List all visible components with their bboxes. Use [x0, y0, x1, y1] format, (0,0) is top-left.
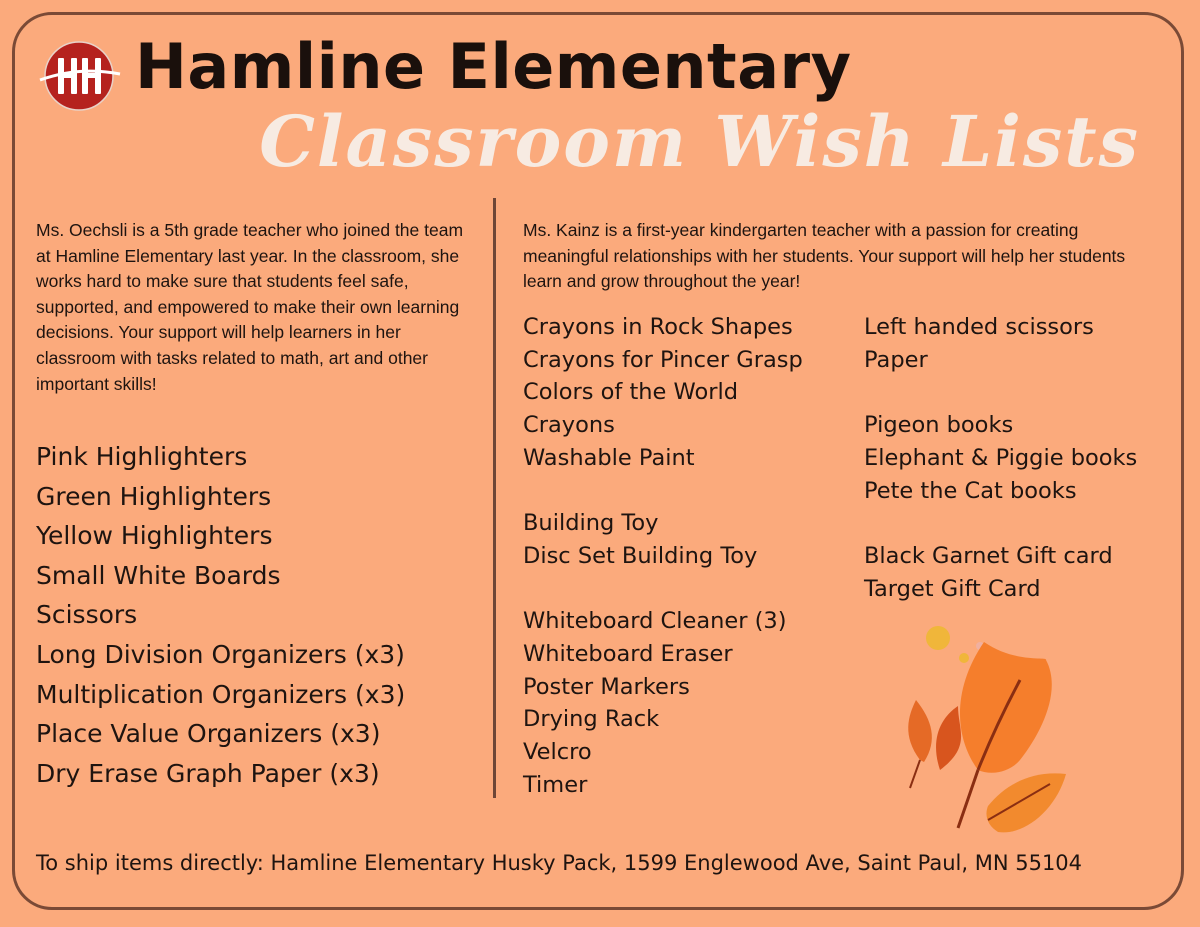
teacher-oechsli-intro: Ms. Oechsli is a 5th grade teacher who joined the team at Hamline Elementary last year. In the classroom, she works hard to make sure that students feel safe, supported, and empowered to make their own learning decisions. Your support will help learners in her classroom with tasks related to math, art and other important skills!: [36, 220, 464, 394]
list-item: Crayons in Rock Shapes: [523, 314, 793, 340]
list-item: Whiteboard Cleaner (3): [523, 608, 787, 635]
list-spacer: [523, 573, 803, 606]
shipping-address: To ship items directly: Hamline Elementary Husky Pack, 1599 Englewood Ave, Saint Paul, MN 55104: [36, 851, 1083, 875]
list-item: Poster Markers: [523, 673, 690, 700]
list-spacer: [523, 475, 803, 508]
list-item: Multiplication Organizers (x3): [36, 679, 406, 709]
list-spacer: [864, 507, 1137, 540]
list-item: Black Garnet Gift card: [864, 542, 1113, 569]
list-spacer: [864, 376, 1137, 409]
list-item: Disc Set Building Toy: [523, 542, 758, 569]
list-item: Small White Boards: [36, 560, 281, 590]
list-item: Pink Highlighters: [36, 442, 248, 471]
list-item: Washable Paint: [523, 444, 695, 471]
list-item: Timer: [523, 771, 588, 798]
list-item: Target Gift Card: [864, 575, 1041, 602]
list-item: Crayons: [523, 412, 615, 439]
list-item: Left handed scissors: [864, 314, 1094, 340]
school-logo: [36, 40, 122, 112]
wish-lists-heading: Classroom Wish Lists: [259, 100, 1140, 183]
list-item: Yellow Highlighters: [36, 521, 273, 551]
list-item: Elephant & Piggie books: [864, 444, 1138, 471]
list-item: Pigeon books: [864, 412, 1014, 439]
list-item: Crayons for Pincer Grasp: [523, 346, 803, 373]
school-name-heading: Hamline Elementary: [135, 30, 852, 103]
oechsli-wish-list: [36, 437, 405, 793]
list-item: Drying Rack: [523, 706, 660, 733]
list-item: Whiteboard Eraser: [523, 641, 733, 667]
list-item: Long Division Organizers (x3): [36, 639, 405, 669]
list-item: Colors of the World: [523, 379, 739, 406]
list-item: Velcro: [523, 739, 592, 766]
column-divider: [493, 198, 496, 798]
teacher-kainz-intro: Ms. Kainz is a first-year kindergarten teacher with a passion for creating meaningful relationships with her students. Your support will help her students learn and grow throughout the year!: [523, 220, 1126, 292]
list-item: Scissors: [36, 600, 138, 630]
list-item: Place Value Organizers (x3): [36, 719, 381, 749]
list-item: Dry Erase Graph Paper (x3): [36, 758, 380, 788]
kainz-wish-list-col2: [864, 311, 1137, 605]
autumn-leaves-icon: [880, 620, 1080, 840]
list-item: Paper: [864, 346, 928, 373]
list-item: Green Highlighters: [36, 481, 272, 511]
list-item: Building Toy: [523, 510, 659, 537]
list-item: Pete the Cat books: [864, 477, 1077, 504]
kainz-wish-list-col1: [523, 311, 803, 802]
